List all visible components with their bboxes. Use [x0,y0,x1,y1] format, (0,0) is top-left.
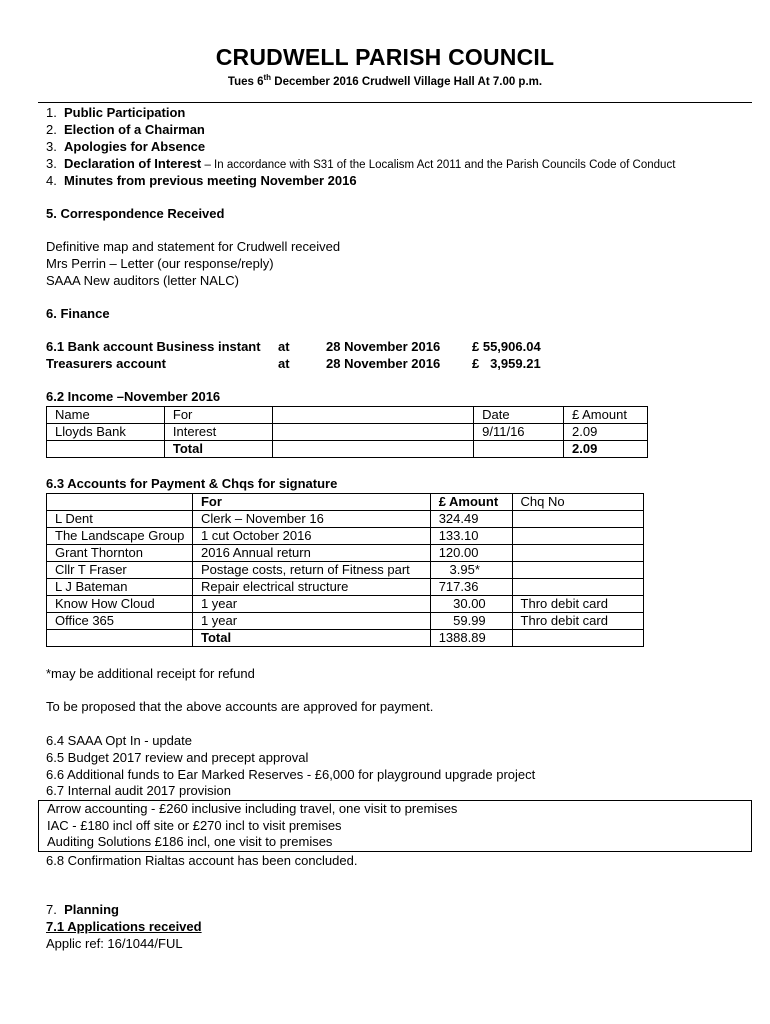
payee-cell: The Landscape Group [47,528,193,545]
item-label: Declaration of Interest [64,156,202,171]
account-amount: £ 55,906.04 [472,339,541,354]
amount-cell: 324.49 [430,511,512,528]
finance-item: 6.4 SAAA Opt In - update [46,733,192,748]
for-cell: 1 cut October 2016 [192,528,430,545]
amount-cell: 3.95* [430,562,512,579]
header-cell: For [192,494,430,511]
table-row [47,613,644,630]
payee-cell: Grant Thornton [47,545,193,562]
payee-cell: L J Bateman [47,579,193,596]
item-number: 2. [46,122,57,137]
item-number: 3. [46,139,57,154]
table-cell [272,424,473,441]
item-label: Public Participation [64,105,186,120]
item-label: Minutes from previous meeting November 2016 [64,173,357,188]
for-cell: Postage costs, return of Fitness part [192,562,430,579]
header-divider [38,102,752,103]
table-cell [272,441,473,458]
payee-cell: Know How Cloud [47,596,193,613]
table-total-row [47,441,648,458]
correspondence-heading: 5. Correspondence Received [46,206,225,221]
for-cell: Repair electrical structure [192,579,430,596]
application-ref: Applic ref: 16/1044/FUL [46,936,183,951]
table-cell: 2.09 [564,424,648,441]
payments-heading: 6.3 Accounts for Payment & Chqs for signature [46,476,338,491]
correspondence-item: Definitive map and statement for Crudwell received [46,239,341,254]
subtitle-rest: December 2016 Crudwell Village Hall At 7.00 p.m. [271,75,543,88]
amount-cell: 133.10 [430,528,512,545]
header-cell: Chq No [512,494,643,511]
correspondence-item: Mrs Perrin – Letter (our response/reply) [46,256,274,271]
agenda-item [46,139,205,155]
payee-cell: Office 365 [47,613,193,630]
table-row [47,424,648,441]
header-cell: £ Amount [564,407,648,424]
item-number: 4. [46,173,57,188]
chq-cell [512,630,643,647]
payee-cell: L Dent [47,511,193,528]
internal-audit-quotes-box [38,800,752,852]
table-cell: Lloyds Bank [47,424,165,441]
correspondence-item: SAAA New auditors (letter NALC) [46,273,239,288]
payments-table [46,493,644,647]
payee-cell [47,630,193,647]
finance-item: 6.7 Internal audit 2017 provision [46,783,232,798]
total-label: Total [164,441,272,458]
total-amount: 1388.89 [430,630,512,647]
chq-cell: Thro debit card [512,596,643,613]
subtitle-ordinal: th [263,73,272,82]
header-cell: Date [474,407,564,424]
table-cell: 9/11/16 [474,424,564,441]
table-total-row [47,630,644,647]
table-cell: Interest [164,424,272,441]
income-table [46,406,648,458]
account-name: 6.1 Bank account Business instant [46,339,261,354]
amount-cell: 30.00 [430,596,512,613]
amount-cell: 120.00 [430,545,512,562]
table-row [47,596,644,613]
chq-cell [512,562,643,579]
agenda-item [46,122,205,138]
for-cell: 2016 Annual return [192,545,430,562]
chq-cell [512,528,643,545]
audit-quote: IAC - £180 incl off site or £270 incl to visit premises [47,817,342,833]
item-label: Planning [64,902,119,917]
account-date: 28 November 2016 [326,339,441,354]
approval-proposal: To be proposed that the above accounts are approved for payment. [46,699,434,714]
item-label: Election of a Chairman [64,122,205,137]
header-cell [272,407,473,424]
account-amount: £ 3,959.21 [472,356,541,371]
table-header-row [47,407,648,424]
chq-cell [512,511,643,528]
audit-quote: Auditing Solutions £186 incl, one visit to premises [47,834,333,849]
account-at: at [278,339,290,354]
account-name: Treasurers account [46,356,166,371]
refund-note: *may be additional receipt for refund [46,666,255,681]
chq-cell: Thro debit card [512,613,643,630]
chq-cell [512,579,643,596]
applications-heading: 7.1 Applications received [46,919,202,934]
header-cell: Name [47,407,165,424]
for-cell: 1 year [192,613,430,630]
for-cell: Clerk – November 16 [192,511,430,528]
finance-item: 6.5 Budget 2017 review and precept approval [46,750,309,765]
treasurers-account-row [46,356,166,372]
table-cell [47,441,165,458]
income-heading: 6.2 Income –November 2016 [46,389,221,404]
total-label: Total [192,630,430,647]
audit-quote: Arrow accounting - £260 inclusive including travel, one visit to premises [47,801,458,816]
finance-heading: 6. Finance [46,306,110,321]
account-date: 28 November 2016 [326,356,441,371]
table-row [47,562,644,579]
item-detail: – In accordance with S31 of the Localism Act 2011 and the Parish Councils Code of Conduct [201,159,676,171]
total-amount: 2.09 [564,441,648,458]
table-row [47,528,644,545]
bank-account-row [46,339,261,355]
account-at: at [278,356,290,371]
finance-item: 6.6 Additional funds to Ear Marked Reserves - £6,000 for playground upgrade project [46,767,536,782]
amount-cell: 717.36 [430,579,512,596]
planning-heading [46,902,119,918]
agenda-item [46,173,357,189]
payee-cell: Cllr T Fraser [47,562,193,579]
for-cell: 1 year [192,596,430,613]
header-cell: For [164,407,272,424]
header-cell [47,494,193,511]
agenda-item [46,105,185,121]
table-row [47,545,644,562]
amount-cell: 59.99 [430,613,512,630]
table-row [47,511,644,528]
table-header-row [47,494,644,511]
item-number: 7. [46,902,57,917]
header-cell: £ Amount [430,494,512,511]
page-title: CRUDWELL PARISH COUNCIL [215,44,555,70]
subtitle-day: Tues 6 [227,75,264,88]
table-cell [474,441,564,458]
meeting-subtitle [0,73,770,88]
item-number: 1. [46,105,57,120]
agenda-item [46,156,675,173]
table-row [47,579,644,596]
item-label: Apologies for Absence [64,139,206,154]
chq-cell [512,545,643,562]
item-number: 3. [46,156,57,171]
finance-item: 6.8 Confirmation Rialtas account has been concluded. [46,853,358,868]
